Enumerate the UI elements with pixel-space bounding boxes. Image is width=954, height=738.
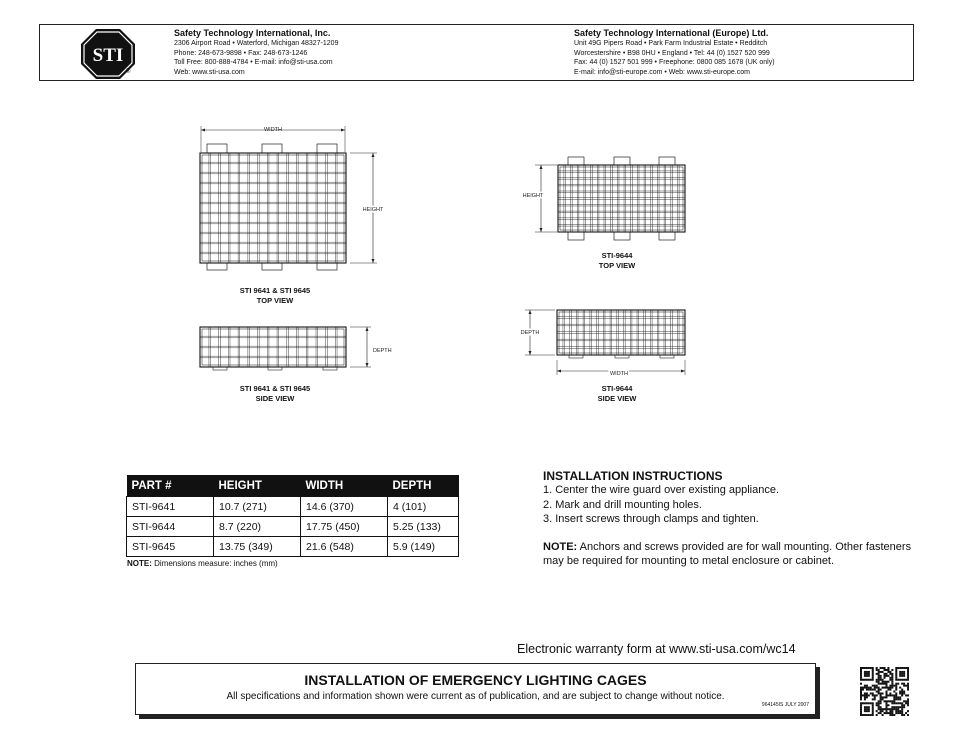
cell-width: 17.75 (450)	[301, 517, 388, 537]
us-phone: Phone: 248-673-9898 • Fax: 248-673-1246	[174, 49, 308, 57]
qr-code	[860, 667, 909, 716]
instructions-note-label: NOTE:	[543, 540, 578, 553]
registered-mark: ®	[126, 69, 131, 75]
width-label: WIDTH	[609, 371, 629, 377]
table-row	[127, 497, 459, 517]
instruction-step: 2. Mark and drill mounting holes.	[543, 498, 702, 511]
header-width: WIDTH	[301, 475, 388, 497]
footer-box	[135, 663, 816, 715]
cell-part: STI-9641	[127, 497, 214, 517]
width-label: WIDTH	[263, 127, 283, 133]
caption-view: SIDE VIEW	[597, 394, 637, 403]
caption-top-left	[195, 286, 355, 306]
cage-top-view-left	[195, 122, 385, 272]
cell-part: STI-9645	[127, 537, 214, 557]
cell-depth: 4 (101)	[388, 497, 459, 517]
header-box	[39, 24, 914, 81]
instruction-step: 1. Center the wire guard over existing appliance.	[543, 484, 780, 496]
europe-company: Safety Technology International (Europe) Ltd.	[574, 28, 769, 38]
height-label: HEIGHT	[362, 207, 384, 213]
cage-side-view-right	[515, 305, 695, 380]
instructions-note	[543, 540, 918, 569]
caption-model: STI-9644	[601, 384, 633, 393]
cell-height: 8.7 (220)	[214, 517, 301, 537]
caption-view: SIDE VIEW	[255, 394, 295, 403]
caption-side-right	[577, 384, 657, 404]
dimensions-table	[126, 475, 459, 557]
header-part: PART #	[127, 475, 214, 497]
table-row	[127, 517, 459, 537]
instruction-step: 3. Insert screws through clamps and tighten.	[543, 513, 759, 525]
table-note-label: NOTE:	[127, 559, 152, 568]
caption-model: STI 9641 & STI 9645	[239, 384, 311, 393]
table-header-row	[127, 475, 459, 497]
logo-text: STI	[92, 45, 124, 66]
table-note	[127, 559, 278, 568]
cage-side-view-left	[195, 322, 395, 372]
table-note-text: Dimensions measure: inches (mm)	[151, 559, 278, 568]
cell-height: 10.7 (271)	[214, 497, 301, 517]
europe-line2: Worcestershire • B98 0HU • England • Tel: 44 (0) 1527 520 999	[574, 49, 770, 57]
europe-contact	[574, 28, 775, 77]
us-company: Safety Technology International, Inc.	[174, 28, 331, 38]
doc-code: 964145IS JULY 2007	[761, 702, 809, 708]
instructions-title: INSTALLATION INSTRUCTIONS	[543, 469, 723, 483]
header-height: HEIGHT	[214, 475, 301, 497]
warranty-link-text: Electronic warranty form at www.sti-usa.com/wc14	[517, 642, 796, 656]
disclaimer: All specifications and information shown were current as of publication, and are subject to change without notice.	[226, 691, 725, 702]
depth-label: DEPTH	[373, 348, 392, 354]
caption-model: STI-9644	[601, 251, 633, 260]
header-depth: DEPTH	[388, 475, 459, 497]
caption-view: TOP VIEW	[598, 261, 636, 270]
instructions-note-text: Anchors and screws provided are for wall mounting. Other fasteners may be required for mounting to metal enclosure or cabinet.	[543, 540, 912, 567]
us-address: 2306 Airport Road • Waterford, Michigan 48327-1209	[174, 40, 339, 47]
cell-height: 13.75 (349)	[214, 537, 301, 557]
table-row	[127, 537, 459, 557]
caption-side-left	[195, 384, 355, 404]
cage-top-view-right	[515, 155, 695, 245]
cell-part: STI-9644	[127, 517, 214, 537]
caption-top-right	[577, 251, 657, 271]
europe-address: Unit 49G Pipers Road • Park Farm Industrial Estate • Redditch	[574, 40, 768, 47]
caption-model: STI 9641 & STI 9645	[239, 286, 311, 295]
installation-instructions	[543, 469, 918, 569]
caption-view: TOP VIEW	[256, 296, 294, 305]
cell-width: 14.6 (370)	[301, 497, 388, 517]
cell-depth: 5.25 (133)	[388, 517, 459, 537]
cell-width: 21.6 (548)	[301, 537, 388, 557]
us-web: Web: www.sti-usa.com	[174, 68, 245, 76]
us-contact	[174, 28, 338, 77]
document-title: INSTALLATION OF EMERGENCY LIGHTING CAGES	[304, 672, 647, 688]
height-label: HEIGHT	[522, 193, 544, 199]
us-tollfree: Toll Free: 800-888-4784 • E-mail: info@sti-usa.com	[174, 59, 333, 67]
depth-label: DEPTH	[520, 330, 540, 336]
europe-email: E-mail: info@sti-europe.com • Web: www.sti-europe.com	[574, 68, 750, 76]
cell-depth: 5.9 (149)	[388, 537, 459, 557]
europe-fax: Fax: 44 (0) 1527 501 999 • Freephone: 0800 085 1678 (UK only)	[574, 59, 775, 67]
